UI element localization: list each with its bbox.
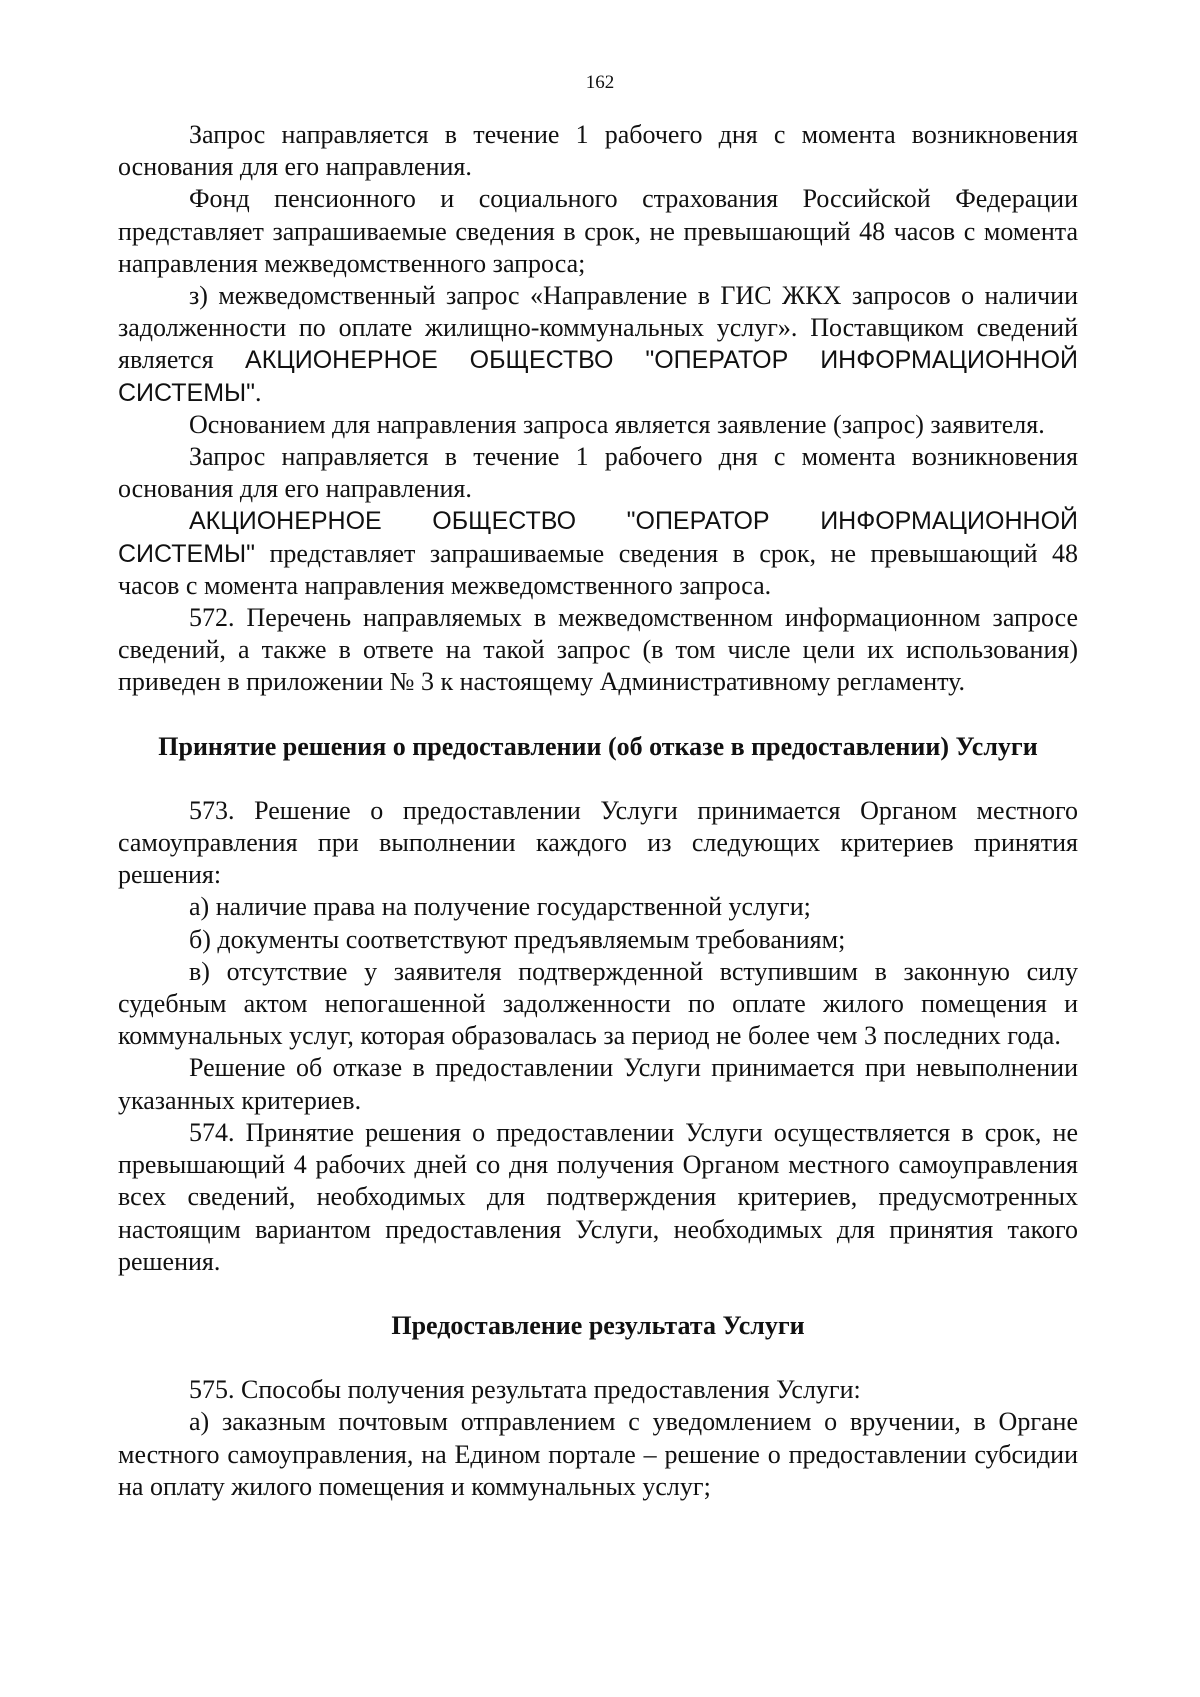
paragraph: Решение об отказе в предоставлении Услуги принимается при невыполнении указанных критериев.: [118, 1053, 1078, 1115]
document-body: [118, 119, 1078, 1503]
paragraph: Запрос направляется в течение 1 рабочего дня с момента возникновения основания для его направления.: [118, 442, 1078, 504]
paragraph-573: 573. Решение о предоставлении Услуги принимается Органом местного самоуправления при выполнении каждого из следующих критериев принятия решения:: [118, 795, 1078, 890]
list-item-v: в) отсутствие у заявителя подтвержденной вступившим в законную силу судебным актом непогашенной задолженности по оплате жилого помещения и коммунальных услуг, которая образовалась за период не более чем 3 последних года.: [118, 956, 1078, 1051]
organization-name: АКЦИОНЕРНОЕ ОБЩЕСТВО "ОПЕРАТОР ИНФОРМАЦИОННОЙ СИСТЕМЫ": [118, 507, 1078, 568]
paragraph: Основанием для направления запроса является заявление (запрос) заявителя.: [189, 409, 1045, 439]
section-heading-result: Предоставление результата Услуги: [391, 1310, 805, 1340]
list-item-a: а) заказным почтовым отправлением с уведомлением о вручении, в Органе местного самоуправления, на Едином портале – решение о предоставлении субсидии на оплату жилого помещения и коммунальных услуг;: [118, 1407, 1078, 1501]
list-item-a: а) наличие права на получение государственной услуги;: [189, 892, 811, 922]
page-number: 162: [585, 72, 615, 93]
paragraph: Фонд пенсионного и социального страхования Российской Федерации представляет запрашиваемые сведения в срок, не превышающий 48 часов с момента направления межведомственного запроса;: [118, 184, 1078, 278]
paragraph-org-text: представляет запрашиваемые сведения в срок, не превышающий 48 часов с момента направления межведомственного запроса.: [118, 538, 1078, 600]
section-heading-decision: Принятие решения о предоставлении (об отказе в предоставлении) Услуги: [158, 731, 1038, 761]
paragraph-574: 574. Принятие решения о предоставлении Услуги осуществляется в срок, не превышающий 4 рабочих дней со дня получения Органом местного самоуправления всех сведений, необходимых для подтверждения критериев, предусмотренных настоящим вариантом предоставления Услуги, необходимых для принятия такого решения.: [118, 1117, 1078, 1276]
paragraph-572: 572. Перечень направляемых в межведомственном информационном запросе сведений, а также в ответе на такой запрос (в том числе цели их использования) приведен в приложении № 3 к настоящему Административному регламенту.: [118, 603, 1078, 697]
organization-name: АКЦИОНЕРНОЕ ОБЩЕСТВО "ОПЕРАТОР ИНФОРМАЦИОННОЙ СИСТЕМЫ": [118, 346, 1078, 407]
paragraph-org: [118, 505, 1078, 602]
paragraph-z: [118, 280, 1078, 409]
paragraph-575: 575. Способы получения результата предоставления Услуги:: [189, 1375, 861, 1405]
paragraph-z-end: .: [255, 377, 262, 407]
paragraph: Запрос направляется в течение 1 рабочего дня с момента возникновения основания для его направления.: [118, 120, 1078, 182]
paragraph-z-text: з) межведомственный запрос «Направление в ГИС ЖКХ запросов о наличии задолженности по оплате жилищно-коммунальных услуг». Поставщиком сведений является: [118, 281, 1078, 375]
list-item-b: б) документы соответствуют предъявляемым требованиям;: [189, 924, 846, 954]
